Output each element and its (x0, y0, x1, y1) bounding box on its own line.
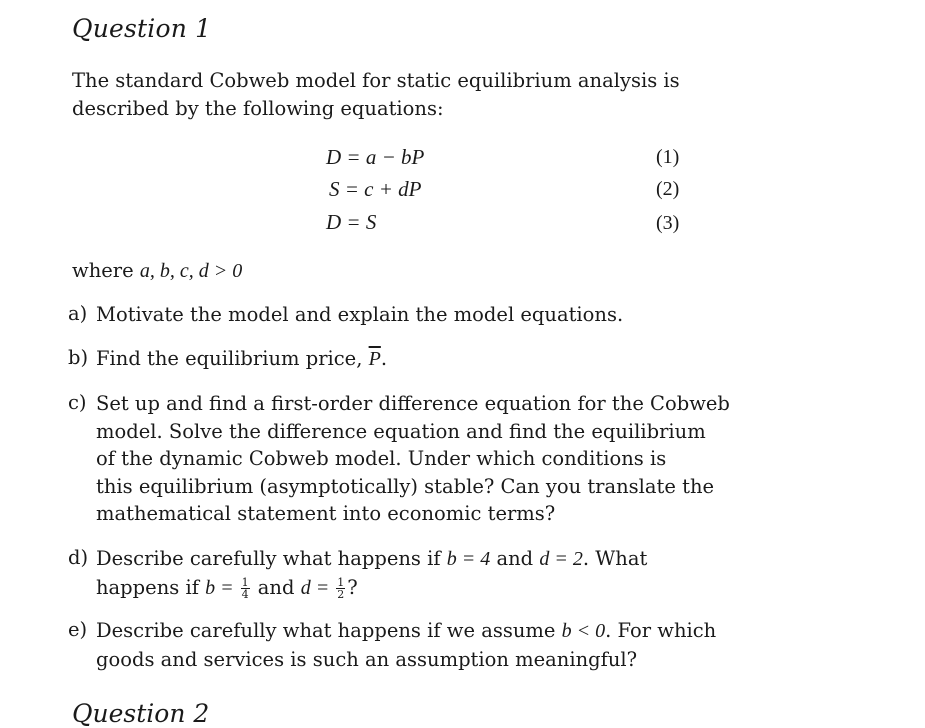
item-c-line: of the dynamic Cobweb model. Under which conditions is (96, 447, 667, 470)
equation-3 (326, 210, 376, 235)
where-condition: a, b, c, d > 0 (139, 260, 243, 282)
item-d-text (96, 545, 647, 602)
item-c-line: mathematical statement into economic terms? (96, 502, 556, 525)
item-d-line-2 (96, 574, 647, 603)
item-c-label: c) (68, 391, 87, 414)
item-b-period: . (380, 347, 388, 370)
item-e-text-part: . For which (605, 619, 717, 642)
item-d-text-part: and (251, 575, 301, 599)
equation-1-rhs: = a − bP (346, 145, 425, 169)
item-b-label: b) (68, 346, 89, 369)
b-fraction-numerator: 1 (241, 575, 249, 589)
b-negative-math: b < 0 (561, 620, 606, 642)
b-fraction (241, 577, 250, 600)
item-e-line-2: goods and services is such an assumption meaningful? (96, 647, 638, 671)
item-d-label: d) (68, 546, 89, 569)
item-c-text (96, 390, 730, 528)
question-heading: Question 1 (72, 14, 212, 43)
intro-paragraph (72, 67, 680, 123)
item-a-text: Motivate the model and explain the model equations. (96, 303, 624, 326)
intro-line-1: The standard Cobweb model for static equilibrium analysis is (72, 69, 680, 92)
item-e-text (96, 617, 716, 673)
d-fraction-denominator: 2 (337, 587, 345, 601)
b-fraction-var: b = (205, 576, 239, 599)
d-fraction-var: d = (300, 576, 335, 599)
equation-2-number: (2) (656, 178, 680, 200)
equation-2-lhs: S (329, 177, 340, 201)
where-word: where (72, 259, 134, 282)
item-d-text-part: . What (582, 547, 648, 570)
next-question-heading (72, 699, 210, 728)
equation-1-lhs: D (326, 145, 342, 169)
item-d-text-part: Describe carefully what happens if (96, 547, 447, 570)
item-d-text-part: ? (347, 575, 358, 599)
equation-1 (326, 145, 424, 170)
equation-2 (329, 177, 422, 202)
item-c-line: model. Solve the difference equation and find the equilibrium (96, 419, 706, 443)
item-d-line-1 (96, 545, 647, 574)
item-c-line: Set up and find a first-order difference equation for the Cobweb (96, 392, 730, 415)
item-d-text-part: happens if (96, 575, 206, 599)
item-e-line-1 (96, 617, 716, 646)
equation-3-rhs: = S (346, 210, 377, 234)
equilibrium-price-symbol: $\overline{P}$ (368, 348, 381, 370)
item-d-text-part: and (490, 547, 540, 570)
item-c-line: this equilibrium (asymptotically) stable? Can you translate the (96, 474, 715, 498)
where-clause (72, 257, 242, 285)
item-e-text-part: Describe carefully what happens if we assume (96, 619, 562, 642)
d-fraction (336, 577, 345, 600)
item-e-label: e) (68, 618, 88, 641)
b-fraction-denominator: 4 (241, 587, 249, 601)
equation-2-rhs: = c + dP (344, 177, 422, 201)
equation-3-lhs: D (326, 210, 342, 234)
item-b-text (96, 345, 387, 374)
b-value-math: b = 4 (446, 548, 491, 570)
item-b-sentence: Find the equilibrium price, (96, 347, 369, 370)
d-fraction-numerator: 1 (337, 575, 345, 589)
equation-3-number: (3) (656, 212, 680, 234)
d-value-math: d = 2 (539, 548, 583, 570)
next-question-heading-text: Question 2 (72, 699, 210, 728)
item-a-label: a) (68, 302, 88, 325)
intro-line-2: described by the following equations: (72, 97, 444, 120)
equation-1-number: (1) (656, 146, 680, 168)
